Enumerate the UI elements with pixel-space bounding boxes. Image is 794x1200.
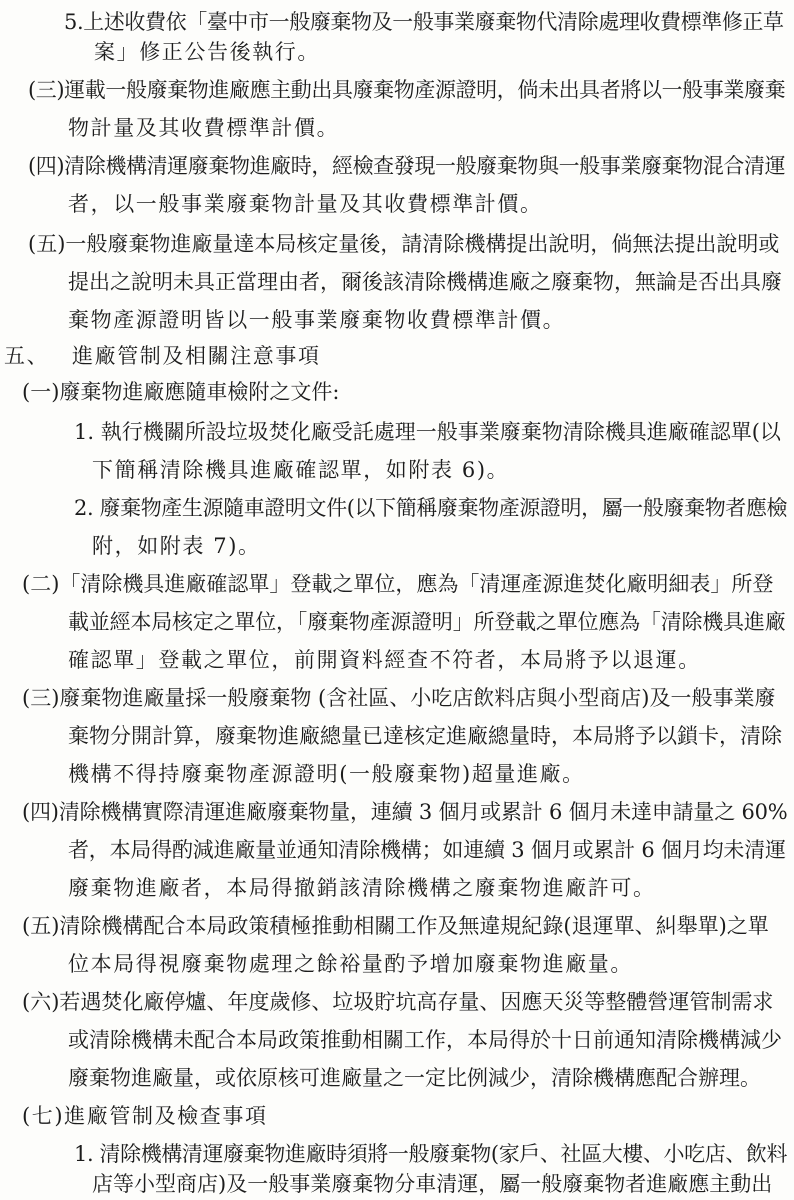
text-line: 提出之說明未具正當理由者，爾後該清除機構進廠之廢棄物，無論是否出具廢	[68, 270, 782, 294]
text-line: 店等小型商店)及一般事業廢棄物分車清運，屬一般廢棄物者進廠應主動出	[92, 1172, 773, 1196]
section-number: 五、	[4, 344, 50, 368]
text-line: 2. 廢棄物產生源隨車證明文件(以下簡稱廢棄物產源證明，屬一般廢棄物者應檢	[74, 496, 788, 520]
text-line: 確認單」登載之單位，前開資料經查不符者，本局將予以退運。	[68, 648, 701, 672]
text-line: (二)「清除機具進廠確認單」登載之單位，應為「清運產源進焚化廠明細表」所登	[22, 572, 774, 596]
text-line: 或清除機構未配合本局政策推動相關工作，本局得於十日前通知清除機構減少	[68, 1028, 782, 1052]
text-line: 機構不得持廢棄物產源證明(一般廢棄物)超量進廠。	[68, 762, 585, 786]
text-line: 廢棄物進廠量，或依原核可進廠量之一定比例減少，清除機構應配合辦理。	[68, 1066, 761, 1090]
text-line: (四)清除機構清運廢棄物進廠時，經檢查發現一般廢棄物與一般事業廢棄物混合清運	[28, 154, 786, 178]
text-line: 者，以一般事業廢棄物計量及其收費標準計價。	[68, 192, 543, 216]
text-line: 1. 執行機關所設垃圾焚化廠受託處理一般事業廢棄物清除機具進廠確認單(以	[74, 420, 781, 444]
text-line: 位本局得視廢棄物處理之餘裕量酌予增加廢棄物進廠量。	[68, 952, 633, 976]
text-line: 案」修正公告後執行。	[94, 40, 320, 64]
section-heading: 進廠管制及相關注意事項	[72, 344, 321, 368]
text-line: 5.上述收費依「臺中市一般廢棄物及一般事業廢棄物代清除處理收費標準修正草	[64, 10, 784, 34]
text-line: 物計量及其收費標準計價。	[68, 116, 340, 140]
text-line: 廢棄物進廠者，本局得撤銷該清除機構之廢棄物進廠許可。	[68, 876, 656, 900]
text-line: (五)一般廢棄物進廠量達本局核定量後，請清除機構提出說明，倘無法提出說明或	[28, 232, 780, 256]
text-line: 附，如附表 7)。	[92, 534, 261, 558]
text-line: (六)若遇焚化廠停爐、年度歲修、垃圾貯坑高存量、因應天災等整體營運管制需求	[22, 990, 774, 1014]
text-line: (四)清除機構實際清運進廠廢棄物量，連續 3 個月或累計 6 個月未達申請量之 60%	[22, 800, 788, 824]
text-line: 棄物分開計算，廢棄物進廠總量已達核定進廠總量時，本局將予以鎖卡，清除	[68, 724, 782, 748]
text-line: (五)清除機構配合本局政策積極推動相關工作及無違規紀錄(退運單、糾舉單)之單	[22, 914, 769, 938]
text-line: (七)進廠管制及檢查事項	[22, 1104, 268, 1128]
text-line: 下簡稱清除機具進廠確認單，如附表 6)。	[92, 458, 510, 482]
text-line: 棄物產源證明皆以一般事業廢棄物收費標準計價。	[68, 308, 566, 332]
text-line: 者，本局得酌減進廠量並通知清除機構；如連續 3 個月或累計 6 個月均未清運	[68, 838, 786, 862]
text-line: (三)廢棄物進廠量採一般廢棄物 (含社區、小吃店飲料店與小型商店)及一般事業廢	[22, 686, 776, 710]
text-line: (一)廢棄物進廠應隨車檢附之文件:	[22, 380, 340, 404]
text-line: 1. 清除機構清運廢棄物進廠時須將一般廢棄物(家戶、社區大樓、小吃店、飲料	[74, 1142, 788, 1166]
text-line: 載並經本局核定之單位，「廢棄物產源證明」所登載之單位應為「清除機具進廠	[68, 610, 786, 634]
text-line: (三)運載一般廢棄物進廠應主動出具廢棄物產源證明，倘未出具者將以一般事業廢棄	[28, 78, 786, 102]
